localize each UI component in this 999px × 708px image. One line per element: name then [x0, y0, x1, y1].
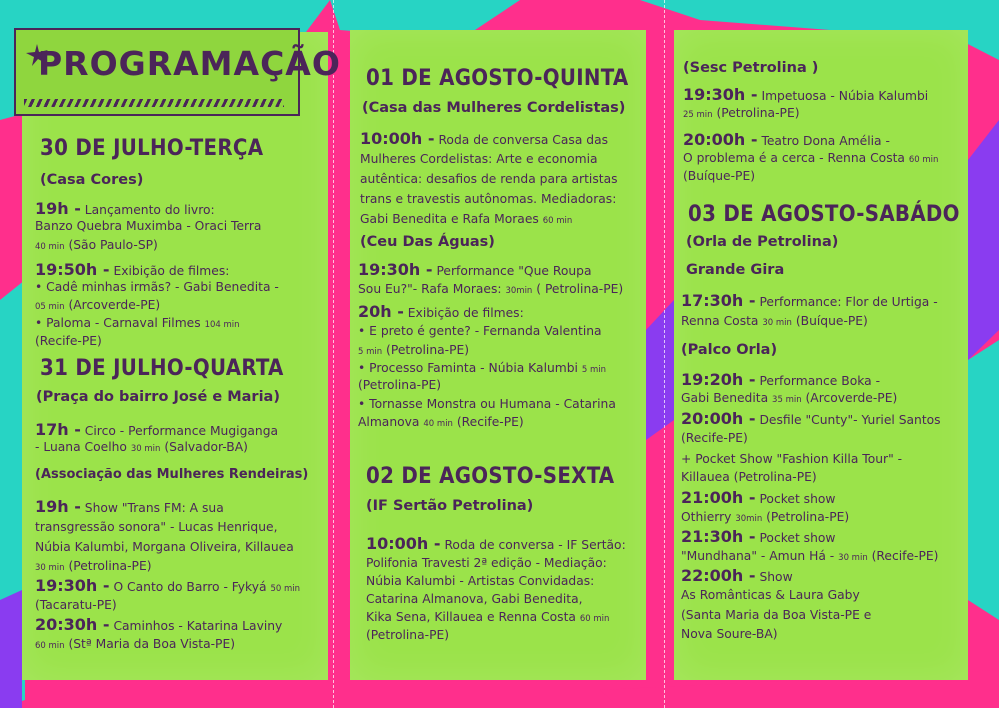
- schedule-line: trans e travestis autônomas. Mediadoras:: [360, 192, 617, 206]
- venue: (Ceu Das Águas): [360, 234, 495, 250]
- schedule-line: Polifonia Travesti 2ª edição - Mediação:: [366, 556, 607, 570]
- day-heading: 31 DE JULHO-QUARTA: [40, 356, 284, 381]
- schedule-line: Almanova 40 min (Recife-PE): [358, 415, 524, 429]
- schedule-line: Núbia Kalumbi - Artistas Convidadas:: [366, 574, 595, 588]
- schedule-line: 21:30h - Pocket show: [681, 527, 836, 546]
- schedule-line: "Mundhana" - Amun Há - 30 min (Recife-PE): [681, 549, 939, 563]
- schedule-line: 10:00h - Roda de conversa Casa das: [360, 129, 609, 148]
- schedule-line: 17:30h - Performance: Flor de Urtiga -: [681, 291, 938, 310]
- schedule-line: Renna Costa 30 min (Buíque-PE): [681, 314, 868, 328]
- schedule-line: 40 min (São Paulo-SP): [35, 238, 158, 252]
- schedule-line: • E preto é gente? - Fernanda Valentina: [358, 324, 602, 338]
- schedule-line: (Petrolina-PE): [366, 628, 450, 642]
- schedule-line: 60 min (Stª Maria da Boa Vista-PE): [35, 637, 236, 651]
- venue: (Casa das Mulheres Cordelistas): [362, 100, 626, 116]
- schedule-line: Núbia Kalumbi, Morgana Oliveira, Killauea: [35, 540, 294, 554]
- schedule-line: transgressão sonora" - Lucas Henrique,: [35, 520, 278, 534]
- schedule-line: 19:20h - Performance Boka -: [681, 370, 881, 389]
- venue: (Palco Orla): [681, 342, 778, 358]
- schedule-line: Kika Sena, Killauea e Renna Costa 60 min: [366, 610, 610, 624]
- day-heading: 30 DE JULHO-TERÇA: [40, 136, 264, 161]
- venue: (Associação das Mulheres Rendeiras): [35, 467, 309, 482]
- schedule-line: • Paloma - Carnaval Filmes 104 min: [35, 316, 240, 330]
- programacao-logo: [14, 28, 341, 116]
- schedule-line: 19h - Lançamento do livro:: [35, 199, 215, 218]
- schedule-line: 25 min (Petrolina-PE): [683, 106, 800, 120]
- schedule-line: 22:00h - Show: [681, 566, 793, 585]
- day-heading: 02 DE AGOSTO-SEXTA: [366, 464, 615, 489]
- schedule-line: 19:30h - Performance "Que Roupa: [358, 260, 592, 279]
- hatch-underline: [24, 99, 284, 107]
- day-heading: 01 DE AGOSTO-QUINTA: [366, 66, 629, 91]
- schedule-line: 20:30h - Caminhos - Katarina Laviny: [35, 615, 283, 634]
- schedule-line: 05 min (Arcoverde-PE): [35, 298, 161, 312]
- schedule-line: (Petrolina-PE): [358, 378, 442, 392]
- page-title: PROGRAMAÇÃO: [38, 44, 341, 83]
- schedule-line: 20h - Exibição de filmes:: [358, 302, 524, 321]
- schedule-line: 30 min (Petrolina-PE): [35, 559, 152, 573]
- schedule-line: As Românticas & Laura Gaby: [681, 588, 860, 602]
- schedule-line: Mulheres Cordelistas: Arte e economia: [360, 152, 598, 166]
- schedule-line: 19h - Show "Trans FM: A sua: [35, 497, 224, 516]
- schedule-line: autêntica: desafios de renda para artistas: [360, 172, 618, 186]
- schedule-line: 10:00h - Roda de conversa - IF Sertão:: [366, 534, 626, 553]
- venue: (Orla de Petrolina): [686, 234, 839, 250]
- schedule-line: O problema é a cerca - Renna Costa 60 min: [683, 151, 939, 165]
- schedule-line: 19:30h - O Canto do Barro - Fykyá 50 min: [35, 576, 300, 595]
- schedule-line: • Tornasse Monstra ou Humana - Catarina: [358, 397, 616, 411]
- venue: (Sesc Petrolina ): [683, 60, 819, 76]
- schedule-line: • Processo Faminta - Núbia Kalumbi 5 min: [358, 361, 607, 375]
- schedule-line: Nova Soure-BA): [681, 627, 778, 641]
- schedule-line: (Tacaratu-PE): [35, 598, 117, 612]
- schedule-line: (Buíque-PE): [683, 169, 756, 183]
- schedule-line: 17h - Circo - Performance Mugiganga: [35, 420, 279, 439]
- schedule-line: (Recife-PE): [35, 334, 102, 348]
- fold-line: [333, 0, 334, 708]
- schedule-line: • Cadê minhas irmãs? - Gabi Benedita -: [35, 280, 279, 294]
- schedule-line: 19:50h - Exibição de filmes:: [35, 260, 230, 279]
- schedule-line: Gabi Benedita e Rafa Moraes 60 min: [360, 212, 573, 226]
- day-heading: 03 DE AGOSTO-SABÁDO: [688, 202, 960, 227]
- venue: (Casa Cores): [40, 172, 144, 188]
- schedule-line: Catarina Almanova, Gabi Benedita,: [366, 592, 583, 606]
- schedule-line: Othierry 30min (Petrolina-PE): [681, 510, 850, 524]
- venue: Grande Gira: [686, 262, 785, 278]
- schedule-line: Killauea (Petrolina-PE): [681, 470, 817, 484]
- schedule-line: Gabi Benedita 35 min (Arcoverde-PE): [681, 391, 898, 405]
- venue: (Praça do bairro José e Maria): [36, 389, 280, 405]
- schedule-line: 5 min (Petrolina-PE): [358, 343, 470, 357]
- schedule-line: - Luana Coelho 30 min (Salvador-BA): [35, 440, 248, 454]
- schedule-line: Banzo Quebra Muximba - Oraci Terra: [35, 219, 262, 233]
- venue: (IF Sertão Petrolina): [366, 498, 534, 514]
- schedule-line: 19:30h - Impetuosa - Núbia Kalumbi: [683, 85, 929, 104]
- schedule-line: + Pocket Show "Fashion Killa Tour" -: [681, 452, 903, 466]
- schedule-line: Sou Eu?"- Rafa Moraes: 30min ( Petrolina-PE): [358, 282, 624, 296]
- schedule-line: (Recife-PE): [681, 431, 748, 445]
- schedule-line: 21:00h - Pocket show: [681, 488, 836, 507]
- fold-line: [664, 0, 665, 708]
- schedule-line: 20:00h - Desfile "Cunty"- Yuriel Santos: [681, 409, 941, 428]
- schedule-line: (Santa Maria da Boa Vista-PE e: [681, 608, 872, 622]
- schedule-line: 20:00h - Teatro Dona Amélia -: [683, 130, 890, 149]
